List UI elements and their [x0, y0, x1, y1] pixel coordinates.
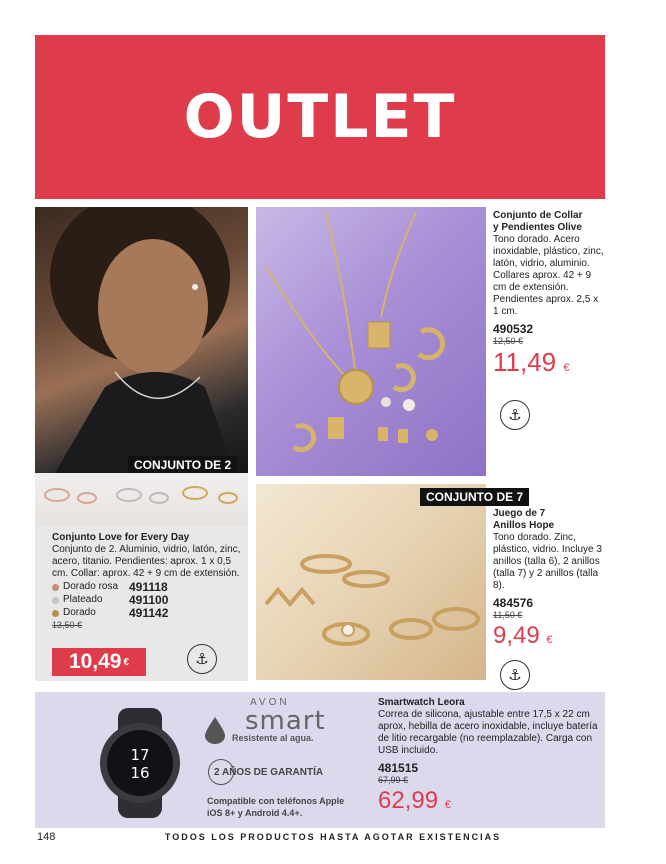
hope-price-value: 9,49	[493, 622, 540, 649]
hope-price	[493, 621, 605, 655]
hope-product-name-2: Anillos Hope	[493, 520, 555, 531]
anchor-icon: ⚓	[500, 400, 530, 430]
olive-product-name-1: Conjunto de Collar	[493, 210, 583, 221]
olive-jewelry-photo	[256, 207, 486, 476]
leora-price-value: 62,99	[378, 787, 439, 814]
compatibility-text: Compatible con teléfonos Apple iOS 8+ y Android 4.4+.	[207, 796, 345, 818]
leora-product-code: 481515	[378, 761, 419, 775]
love-for-every-day-info	[52, 532, 242, 631]
variant-row	[52, 594, 242, 606]
lovefor-product-description: Conjunto de 2. Aluminio, vidrio, latón, zinc, acero, titanio. Pendientes: aprox. 1 x 0,5 cm. Collar: aprox. 42 + 9 cm de extensión.	[52, 544, 241, 579]
olive-price-currency: €	[563, 362, 570, 374]
watch-hour: 17	[130, 746, 150, 764]
hope-product-info	[493, 508, 605, 655]
set-of-2-tag: CONJUNTO DE 2	[128, 456, 237, 474]
leora-product-name: Smartwatch Leora	[378, 697, 465, 708]
olive-price	[493, 347, 605, 383]
hope-old-price: 11,50 €	[493, 610, 523, 620]
warranty-text: 2 AÑOS DE GARANTÍA	[214, 767, 324, 778]
avon-brand: AVON	[250, 697, 290, 708]
anchor-icon: ⚓	[500, 660, 530, 690]
hope-price-currency: €	[546, 634, 553, 646]
variant-name: Dorado rosa	[63, 581, 119, 592]
lovefor-price-box	[52, 648, 146, 676]
watch-minute: 16	[130, 764, 150, 782]
leora-product-description: Correa de silicona, ajustable entre 17,5 x 22 cm aprox, hebilla de acero inoxidable, incluye batería de litio recargable (no reemplazable). Carga con USB incluido.	[378, 709, 598, 756]
lovefor-price-currency: €	[123, 656, 130, 668]
set-of-7-tag: CONJUNTO DE 7	[420, 488, 529, 506]
model-illustration	[35, 207, 248, 473]
variant-code: 491142	[129, 606, 169, 620]
olive-product-name-2: y Pendientes Olive	[493, 222, 582, 233]
rings-illustration	[256, 484, 486, 680]
olive-price-value: 11,49	[493, 347, 557, 377]
outlet-banner	[35, 35, 605, 199]
page-number: 148	[37, 831, 56, 843]
variant-code: 491100	[129, 593, 169, 607]
earrings-illustration	[35, 473, 248, 526]
leora-product-info	[378, 697, 602, 820]
water-drop-icon	[203, 715, 227, 745]
smartwatch-image	[80, 708, 200, 818]
rose-gold-swatch	[52, 584, 59, 591]
water-resistant-text: Resistente al agua.	[232, 733, 314, 743]
variant-name: Plateado	[63, 594, 103, 605]
hope-product-description: Tono dorado. Zinc, plástico, vidrio. Incluye 3 anillos (talla 6), 2 anillos (talla 7) y 2 anillos (talla 8).	[493, 532, 602, 591]
olive-product-description: Tono dorado. Acero inoxidable, plástico, zinc, latón, vidrio, aluminio. Collares aprox. 42 + 9 cm de extensión. Pendientes aprox. 2,5 x 1 cm.	[493, 234, 604, 317]
necklace-illustration	[256, 207, 486, 476]
lovefor-price-value: 10,49	[68, 650, 122, 673]
variant-name: Dorado	[63, 607, 96, 618]
olive-product-code: 490532	[493, 322, 534, 336]
variant-row	[52, 607, 242, 619]
hope-rings-photo	[256, 484, 486, 680]
hope-product-code: 484576	[493, 596, 534, 610]
banner-title: OUTLET	[183, 82, 457, 152]
smart-logo: smart	[245, 706, 326, 736]
anchor-icon: ⚓	[187, 644, 217, 674]
olive-product-info	[493, 210, 605, 383]
leora-old-price: 67,99 €	[378, 775, 409, 785]
lovefor-old-price: 13,50 €	[52, 620, 83, 630]
leora-price	[378, 786, 602, 820]
silver-swatch	[52, 597, 59, 604]
lovefor-product-name: Conjunto Love for Every Day	[52, 532, 190, 543]
variant-row	[52, 581, 242, 593]
gold-swatch	[52, 610, 59, 617]
model-photo	[35, 207, 248, 473]
love-for-every-day-photo	[35, 473, 248, 526]
variant-code: 491118	[129, 580, 168, 594]
olive-old-price: 12,50 €	[493, 336, 524, 346]
leora-price-currency: €	[444, 799, 451, 811]
hope-product-name-1: Juego de 7	[493, 508, 546, 519]
footer-disclaimer: TODOS LOS PRODUCTOS HASTA AGOTAR EXISTENCIAS	[164, 832, 502, 842]
